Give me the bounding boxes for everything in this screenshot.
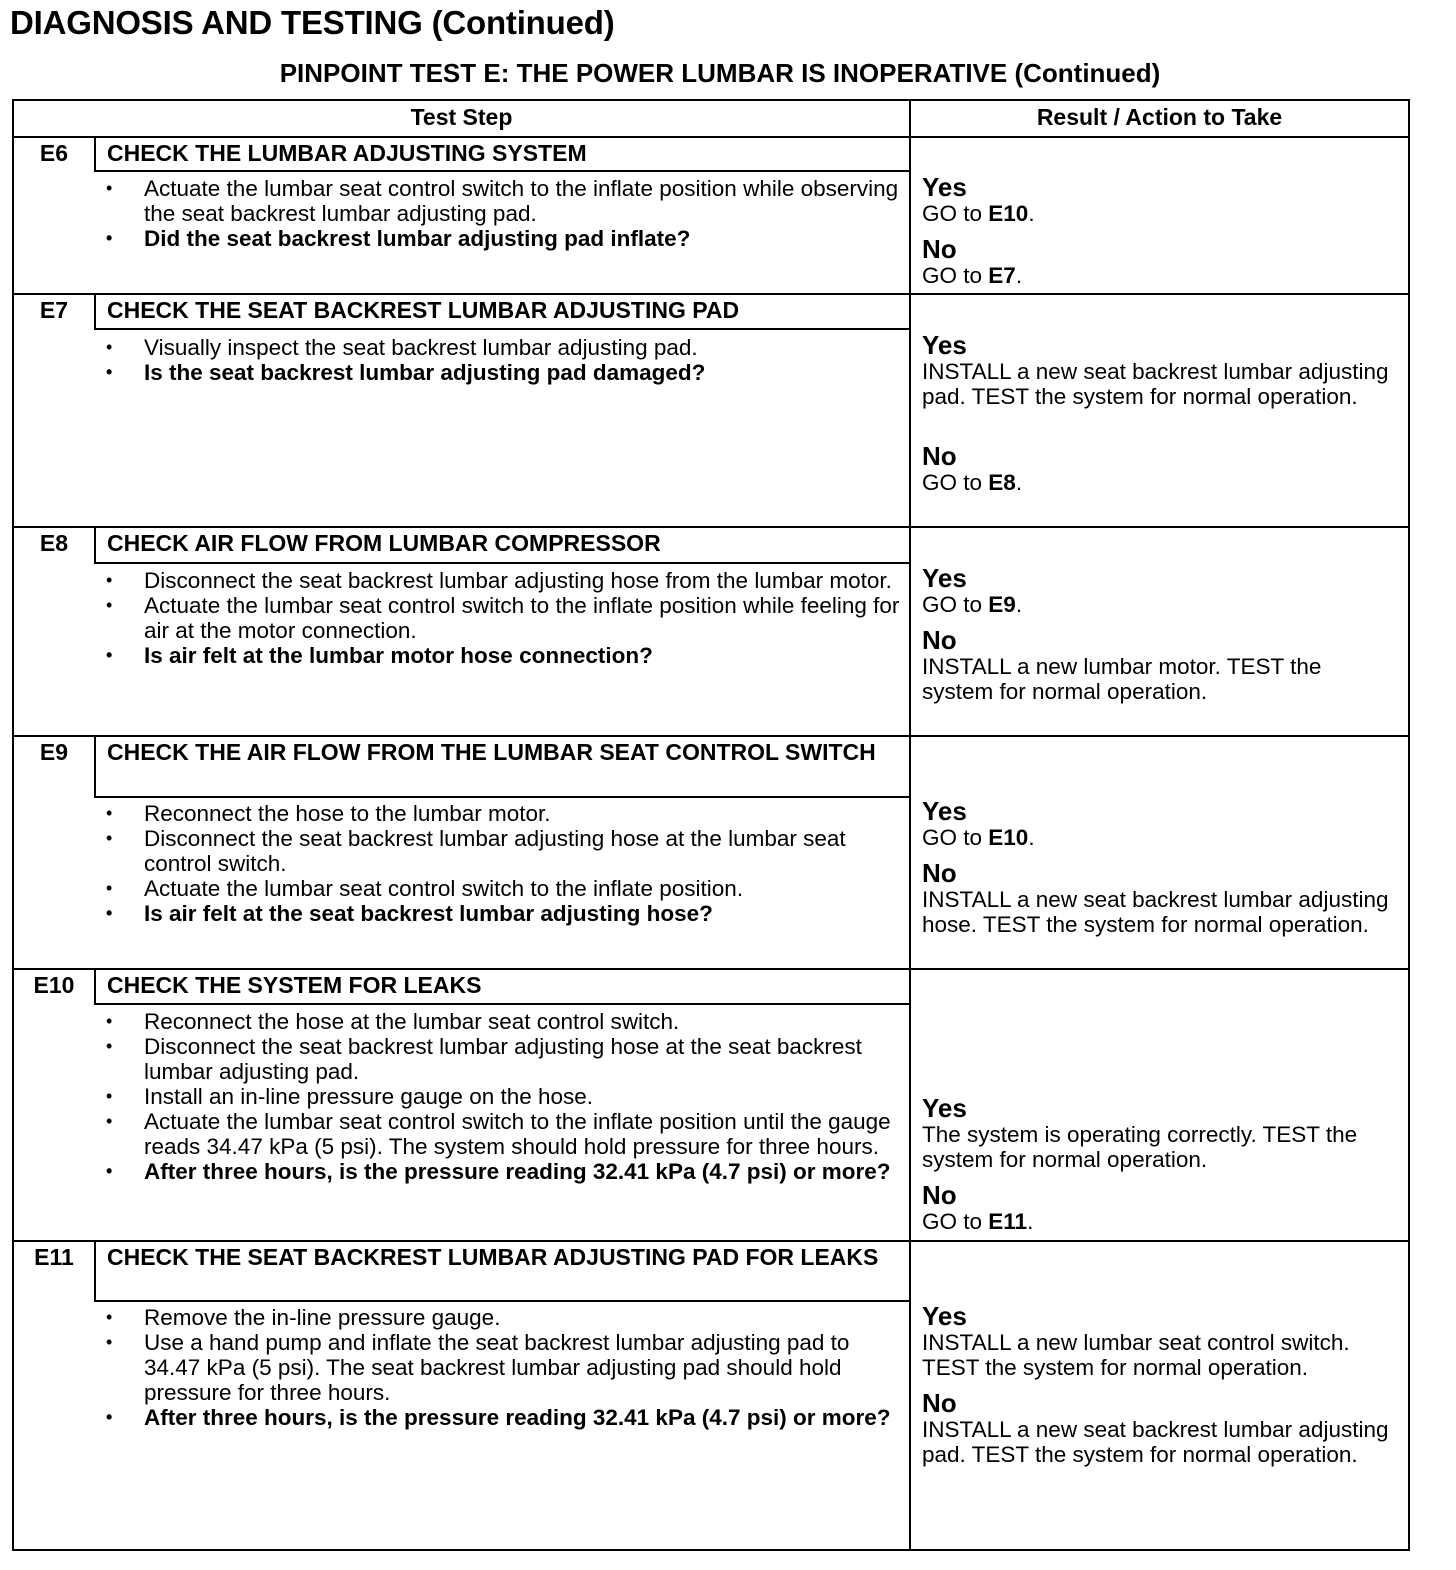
result-action	[922, 798, 1397, 937]
header-result: Result / Action to Take	[1036, 104, 1283, 130]
result-no-label: No	[922, 1388, 957, 1418]
step-instructions	[102, 176, 902, 251]
title-separator	[94, 796, 910, 798]
title-separator	[94, 1300, 910, 1302]
result-yes-label: Yes	[922, 1093, 967, 1123]
step-bullet: • Actuate the lumbar seat control switch to the inflate position.	[102, 876, 902, 901]
goto-step-ref: E7	[988, 263, 1016, 288]
step-bullet: • Reconnect the hose at the lumbar seat control switch.	[102, 1009, 902, 1034]
goto-text: GO to	[922, 263, 989, 288]
result-yes-label: Yes	[922, 172, 967, 202]
row-separator	[14, 735, 1409, 737]
step-id: E9	[39, 739, 69, 765]
pinpoint-test-title: PINPOINT TEST E: THE POWER LUMBAR IS INOPERATIVE (Continued)	[279, 58, 1161, 88]
result-yes-label: Yes	[922, 563, 967, 593]
goto-text: GO to	[922, 470, 989, 495]
page-title: DIAGNOSIS AND TESTING (Continued)	[10, 4, 615, 41]
result-no-action	[922, 470, 1397, 495]
step-id: E6	[39, 140, 69, 166]
step-id: E11	[34, 1244, 74, 1270]
result-action	[922, 565, 1397, 704]
step-instructions	[102, 801, 902, 926]
spacer	[922, 409, 1397, 443]
id-divider	[94, 526, 96, 564]
step-title: CHECK AIR FLOW FROM LUMBAR COMPRESSOR	[107, 530, 661, 556]
step-bullet: • Reconnect the hose to the lumbar motor.	[102, 801, 902, 826]
result-yes-label: Yes	[922, 796, 967, 826]
spacer	[922, 1380, 1397, 1390]
step-bullet: • Actuate the lumbar seat control switch to the inflate position until the gauge reads 34.47 kPa (5 psi). The system should hold pressure for three hours.	[102, 1109, 902, 1159]
spacer	[922, 850, 1397, 860]
goto-step-ref: E10	[988, 825, 1029, 850]
id-divider	[94, 1240, 96, 1302]
result-yes-action: INSTALL a new lumbar seat control switch. TEST the system for normal operation.	[922, 1330, 1350, 1380]
result-no-action: INSTALL a new seat backrest lumbar adjusting pad. TEST the system for normal operation.	[922, 1417, 1389, 1467]
result-yes-label: Yes	[922, 1301, 967, 1331]
result-no-action: INSTALL a new seat backrest lumbar adjusting hose. TEST the system for normal operation.	[922, 887, 1389, 937]
goto-step-ref: E9	[988, 592, 1016, 617]
result-action	[922, 1095, 1397, 1234]
result-no-label: No	[922, 625, 957, 655]
step-title: CHECK THE SEAT BACKREST LUMBAR ADJUSTING PAD	[107, 297, 740, 323]
result-yes-action	[922, 201, 1397, 226]
step-title: CHECK THE AIR FLOW FROM THE LUMBAR SEAT CONTROL SWITCH	[107, 739, 876, 765]
goto-punct: .	[1028, 825, 1035, 850]
id-divider	[94, 136, 96, 172]
goto-text: GO to	[922, 825, 989, 850]
step-question: • Is air felt at the lumbar motor hose connection?	[102, 643, 902, 668]
id-divider	[94, 293, 96, 330]
step-bullet: • Visually inspect the seat backrest lumbar adjusting pad.	[102, 335, 902, 360]
result-yes-action	[922, 825, 1397, 850]
result-no-label: No	[922, 1180, 957, 1210]
result-yes-action	[922, 592, 1397, 617]
row-separator	[14, 293, 1409, 295]
step-id: E10	[33, 972, 75, 998]
title-separator	[94, 170, 910, 172]
goto-text: GO to	[922, 201, 989, 226]
step-question: • After three hours, is the pressure reading 32.41 kPa (4.7 psi) or more?	[102, 1159, 902, 1184]
goto-step-ref: E11	[988, 1209, 1028, 1234]
id-divider	[94, 735, 96, 798]
result-no-action: INSTALL a new lumbar motor. TEST the system for normal operation.	[922, 654, 1322, 704]
step-bullet: • Disconnect the seat backrest lumbar adjusting hose at the seat backrest lumbar adjusting pad.	[102, 1034, 902, 1084]
goto-punct: .	[1015, 263, 1023, 288]
result-no-action	[922, 263, 1397, 288]
step-bullet: • Remove the in-line pressure gauge.	[102, 1305, 902, 1330]
step-question: • Did the seat backrest lumbar adjusting pad inflate?	[102, 226, 902, 251]
result-no-action	[922, 1209, 1397, 1234]
title-separator	[94, 328, 910, 330]
step-title: CHECK THE LUMBAR ADJUSTING SYSTEM	[107, 140, 587, 166]
result-no-label: No	[922, 441, 957, 471]
goto-step-ref: E10	[988, 201, 1029, 226]
step-instructions	[102, 335, 902, 385]
step-question: • Is air felt at the seat backrest lumbar adjusting hose?	[102, 901, 902, 926]
goto-punct: .	[1027, 1209, 1034, 1234]
row-separator	[14, 526, 1409, 528]
step-bullet: • Actuate the lumbar seat control switch to the inflate position while observing the seat backrest lumbar adjusting pad.	[102, 176, 902, 226]
step-id: E8	[39, 530, 69, 556]
goto-text: GO to	[922, 1209, 989, 1234]
result-action	[922, 1303, 1397, 1467]
id-divider	[94, 968, 96, 1005]
result-yes-action: INSTALL a new seat backrest lumbar adjusting pad. TEST the system for normal operation.	[922, 359, 1389, 409]
title-separator	[94, 562, 910, 564]
step-bullet: • Disconnect the seat backrest lumbar adjusting hose at the lumbar seat control switch.	[102, 826, 902, 876]
result-no-label: No	[922, 234, 957, 264]
header-test-step: Test Step	[410, 104, 513, 130]
column-divider	[909, 99, 911, 1551]
spacer	[922, 1172, 1397, 1182]
step-title: CHECK THE SYSTEM FOR LEAKS	[107, 972, 482, 998]
spacer	[922, 617, 1397, 627]
result-no-label: No	[922, 858, 957, 888]
step-instructions	[102, 1009, 902, 1184]
goto-punct: .	[1028, 201, 1035, 226]
row-separator	[14, 136, 1409, 138]
step-question: • Is the seat backrest lumbar adjusting pad damaged?	[102, 360, 902, 385]
step-instructions	[102, 568, 902, 668]
title-separator	[94, 1003, 910, 1005]
step-bullet: • Install an in-line pressure gauge on the hose.	[102, 1084, 902, 1109]
row-separator	[14, 968, 1409, 970]
goto-punct: .	[1015, 592, 1023, 617]
step-bullet: • Actuate the lumbar seat control switch to the inflate position while feeling for air at the motor connection.	[102, 593, 902, 643]
step-instructions	[102, 1305, 902, 1430]
result-action	[922, 174, 1397, 288]
spacer	[922, 226, 1397, 236]
result-action	[922, 332, 1397, 495]
step-question: • After three hours, is the pressure reading 32.41 kPa (4.7 psi) or more?	[102, 1405, 902, 1430]
goto-punct: .	[1015, 470, 1023, 495]
step-bullet: • Disconnect the seat backrest lumbar adjusting hose from the lumbar motor.	[102, 568, 902, 593]
step-title: CHECK THE SEAT BACKREST LUMBAR ADJUSTING PAD FOR LEAKS	[107, 1244, 879, 1270]
result-yes-action: The system is operating correctly. TEST the system for normal operation.	[922, 1122, 1358, 1172]
row-separator	[14, 1240, 1409, 1242]
goto-step-ref: E8	[988, 470, 1016, 495]
step-id: E7	[39, 297, 69, 323]
result-yes-label: Yes	[922, 330, 967, 360]
step-bullet: • Use a hand pump and inflate the seat backrest lumbar adjusting pad to 34.47 kPa (5 psi). The seat backrest lumbar adjusting pad should hold pressure for three hours.	[102, 1330, 902, 1405]
goto-text: GO to	[922, 592, 989, 617]
